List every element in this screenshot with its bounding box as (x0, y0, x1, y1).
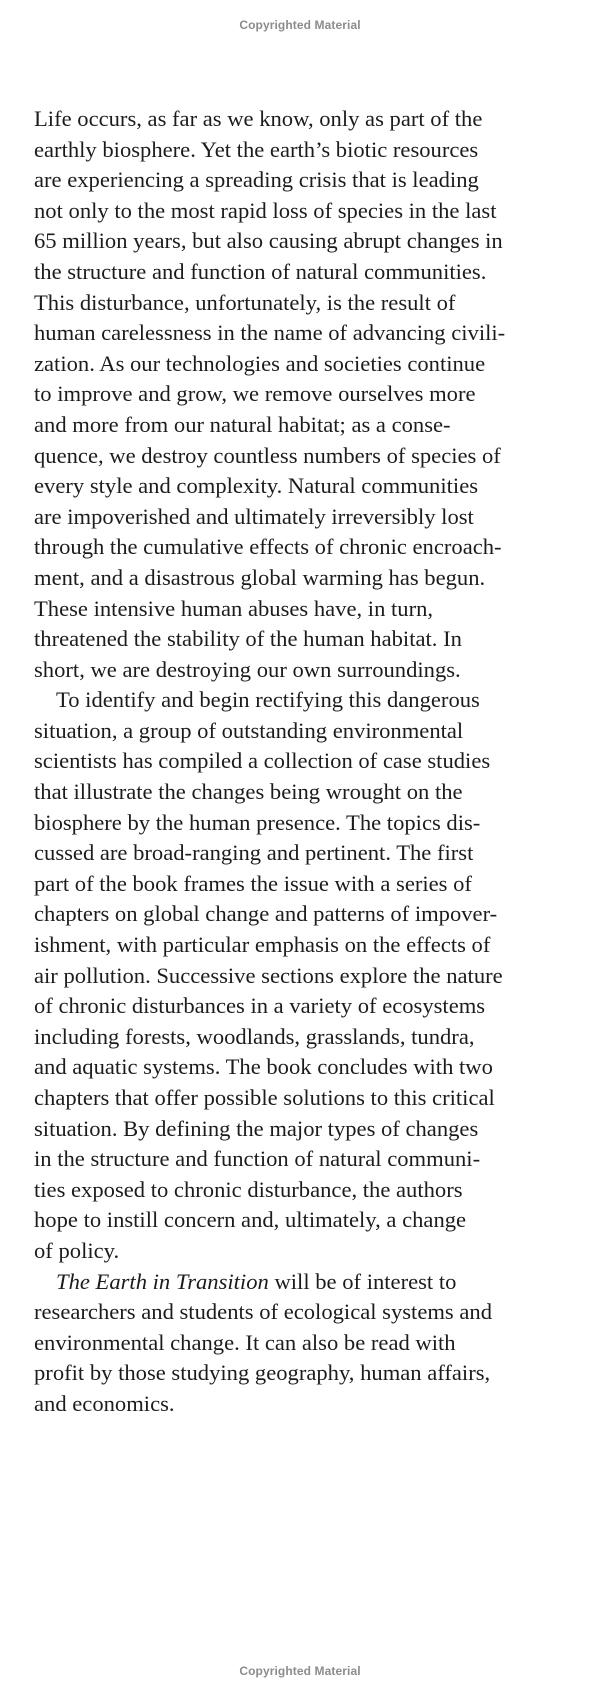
paragraph-line: and more from our natural habitat; as a conse- (34, 411, 451, 437)
paragraph-line: air pollution. Successive sections explore the nature (34, 962, 503, 988)
paragraph-line: situation, a group of outstanding environmental (34, 717, 464, 743)
paragraph-line: ishment, with particular emphasis on the effects of (34, 932, 491, 958)
book-title: The Earth in Transition (56, 1268, 269, 1294)
paragraph-line: scientists has compiled a collection of case studies (34, 748, 491, 774)
paragraph-line: threatened the stability of the human habitat. In (34, 626, 462, 652)
paragraph-case-studies (34, 685, 554, 1266)
paragraph-line: environmental change. It can also be read with (34, 1329, 456, 1355)
paragraph-line: 65 million years, but also causing abrupt changes in (34, 228, 503, 254)
line-text: will be of interest to (268, 1268, 457, 1294)
paragraph-line: and aquatic systems. The book concludes with two (34, 1054, 493, 1080)
paragraph-line: human carelessness in the name of advancing civili- (34, 320, 506, 346)
paragraph-line: ment, and a disastrous global warming has begun. (34, 564, 486, 590)
paragraph-line: These intensive human abuses have, in turn, (34, 595, 434, 621)
paragraph-line: not only to the most rapid loss of species in the last (34, 197, 497, 223)
paragraph-line: profit by those studying geography, human affairs, (34, 1360, 491, 1386)
paragraph-line: of chronic disturbances in a variety of ecosystems (34, 993, 486, 1019)
paragraph-line: This disturbance, unfortunately, is the result of (34, 289, 456, 315)
paragraph-line: hope to instill concern and, ultimately, a change (34, 1207, 467, 1233)
paragraph-line (34, 1267, 554, 1298)
paragraph-line: to improve and grow, we remove ourselves more (34, 381, 476, 407)
body-text (34, 104, 554, 1420)
paragraph-line: Life occurs, as far as we know, only as part of the (34, 106, 483, 131)
paragraph-line: are experiencing a spreading crisis that is leading (34, 167, 479, 193)
paragraph-line: through the cumulative effects of chronic encroach- (34, 534, 502, 560)
copyright-watermark-bottom: Copyrighted Material (239, 1664, 361, 1678)
paragraph-line: that illustrate the changes being wrought on the (34, 779, 463, 805)
paragraph-line: researchers and students of ecological systems and (34, 1299, 492, 1325)
paragraph-line: quence, we destroy countless numbers of species of (34, 442, 501, 468)
paragraph-line: ties exposed to chronic disturbance, the authors (34, 1176, 463, 1202)
paragraph-audience (34, 1267, 554, 1420)
paragraph-line: including forests, woodlands, grasslands, tundra, (34, 1023, 475, 1049)
paragraph-line: in the structure and function of natural communi- (34, 1146, 481, 1172)
paragraph-line: part of the book frames the issue with a series of (34, 870, 472, 896)
paragraph-line: cussed are broad-ranging and pertinent. The first (34, 840, 474, 866)
paragraph-line: chapters on global change and patterns of impover- (34, 901, 498, 927)
paragraph-line: chapters that offer possible solutions to this critical (34, 1085, 495, 1110)
paragraph-intro (34, 104, 554, 685)
paragraph-line: and economics. (34, 1390, 175, 1416)
copyright-watermark-top: Copyrighted Material (239, 18, 361, 32)
paragraph-line: situation. By defining the major types of changes (34, 1115, 479, 1141)
paragraph-line: earthly biosphere. Yet the earth’s biotic resources (34, 136, 479, 162)
paragraph-line: are impoverished and ultimately irreversibly lost (34, 503, 474, 529)
paragraph-line: of policy. (34, 1237, 120, 1263)
paragraph-line: To identify and begin rectifying this dangerous (56, 687, 480, 713)
paragraph-line: short, we are destroying our own surroundings. (34, 656, 461, 682)
paragraph-line: the structure and function of natural communities. (34, 258, 487, 284)
paragraph-line: biosphere by the human presence. The topics dis- (34, 809, 481, 835)
paragraph-line: every style and complexity. Natural communities (34, 473, 479, 499)
paragraph-line: zation. As our technologies and societies continue (34, 350, 486, 376)
